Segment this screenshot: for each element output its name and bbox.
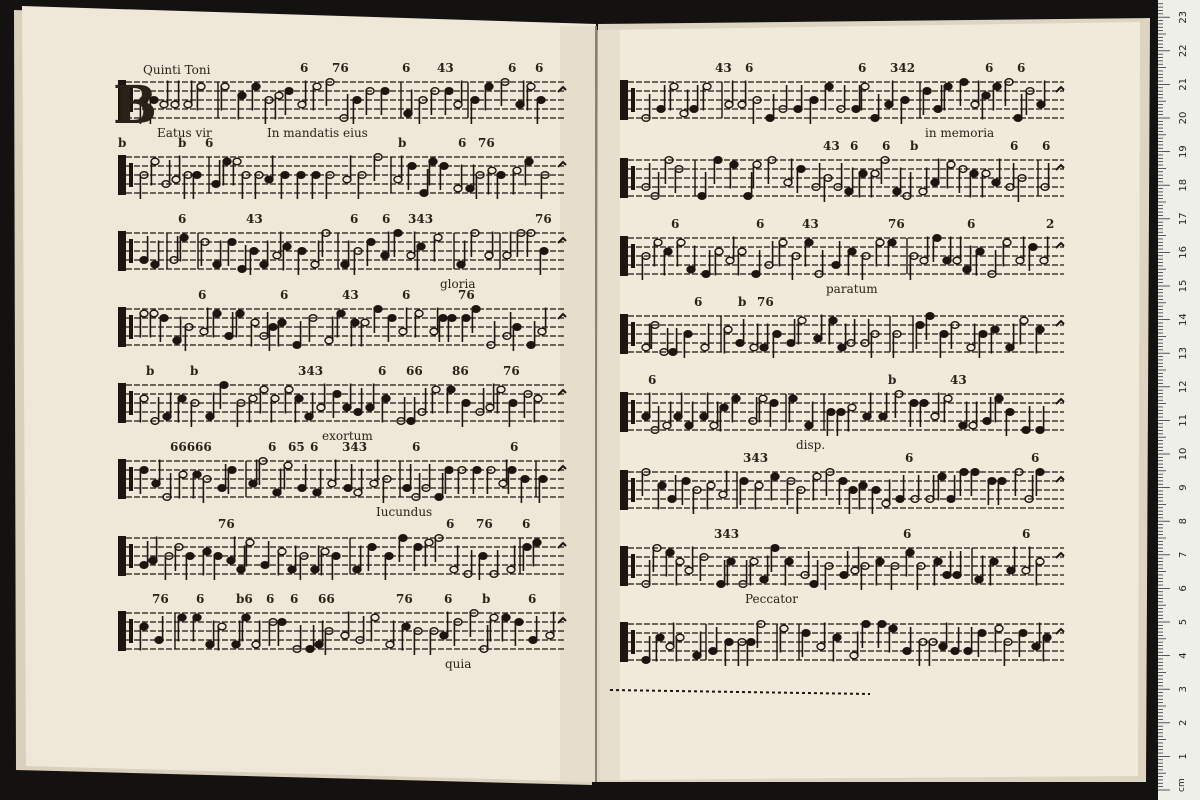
figure-number: 76 [476, 517, 493, 531]
note-head [353, 566, 361, 573]
ruler-mark-label: 15 [1178, 279, 1189, 293]
note-head [368, 544, 376, 551]
lyric-text: Peccator [745, 592, 799, 606]
note-head [283, 243, 291, 250]
lyric-text: in memoria [925, 126, 995, 140]
figure-number: 76 [757, 295, 774, 309]
figure-number: 6 [205, 136, 214, 150]
figure-number: 76 [888, 217, 905, 231]
ruler-mark-label: 17 [1178, 212, 1189, 226]
note-head [315, 641, 323, 648]
note-head [385, 553, 393, 560]
left-page [14, 6, 596, 785]
clef-glyph [631, 88, 635, 112]
note-head [354, 409, 362, 416]
note-head [407, 418, 415, 425]
note-head [462, 315, 470, 322]
ruler-mark-label: 21 [1178, 78, 1189, 91]
figure-number: 6 [310, 440, 319, 454]
note-head [381, 252, 389, 259]
ruler-mark-label: 2 [1178, 719, 1189, 726]
figure-number: 6 [694, 295, 703, 309]
figure-number: 343 [714, 527, 740, 541]
ruler-mark-label: 9 [1178, 484, 1189, 491]
figure-number: 6 [1010, 139, 1019, 153]
figure-number: 6 [850, 139, 859, 153]
note-head [344, 485, 352, 492]
note-head [388, 315, 396, 322]
lyric-text: In mandatis eius [267, 126, 368, 140]
note-head [367, 239, 375, 246]
figure-number: b6 [236, 592, 253, 606]
note-head [313, 489, 321, 496]
figure-number: 43 [342, 288, 359, 302]
note-head [394, 230, 402, 237]
figure-number: 6 [1017, 61, 1026, 75]
clef-glyph [620, 546, 628, 586]
note-head [374, 306, 382, 313]
ruler-mark-label: 20 [1178, 111, 1189, 125]
note-head [343, 404, 351, 411]
figure-number: b [190, 364, 199, 378]
clef-glyph [118, 307, 126, 347]
ruler-mark-label: 19 [1178, 145, 1189, 158]
clef-glyph [620, 158, 628, 198]
note-head [269, 324, 277, 331]
figure-number: b [118, 136, 127, 150]
lyric-text: gloria [440, 277, 476, 291]
figure-number: 6 [280, 288, 289, 302]
note-head [260, 261, 268, 268]
note-head [399, 535, 407, 542]
figure-number: 76 [478, 136, 495, 150]
figure-number: 6 [350, 212, 359, 226]
figure-number: 6 [444, 592, 453, 606]
note-head [295, 395, 303, 402]
figure-number: 76 [458, 288, 475, 302]
figure-number: 76 [332, 61, 349, 75]
right-page [596, 18, 1150, 782]
note-head [351, 319, 359, 326]
note-head [312, 172, 320, 179]
clef-glyph [620, 622, 628, 662]
note-head [429, 158, 437, 165]
ruler-mark-label: 3 [1178, 686, 1189, 693]
figure-number: 76 [503, 364, 520, 378]
figure-number: 76 [535, 212, 552, 226]
figure-number: 6 [458, 136, 467, 150]
note-head [408, 163, 416, 170]
figure-number: b [738, 295, 747, 309]
figure-number: 6 [903, 527, 912, 541]
note-head [466, 185, 474, 192]
note-head [435, 494, 443, 501]
note-head [288, 566, 296, 573]
figure-number: 43 [950, 373, 967, 387]
note-head [333, 391, 341, 398]
figure-number: 6 [1031, 451, 1040, 465]
note-head [278, 319, 286, 326]
figure-number: b [146, 364, 155, 378]
figure-number: 6 [402, 288, 411, 302]
clef-glyph [129, 619, 133, 643]
ruler-mark-label: 6 [1178, 585, 1189, 592]
figure-number: 342 [890, 61, 916, 75]
figure-number: 6 [522, 517, 531, 531]
clef-glyph [118, 536, 126, 576]
note-head [440, 632, 448, 639]
figure-number: b [888, 373, 897, 387]
figure-number: 43 [715, 61, 732, 75]
lyric-text: disp. [796, 438, 826, 452]
clef-glyph [631, 166, 635, 190]
figure-number: 6 [535, 61, 544, 75]
ruler-mark-label: 14 [1178, 313, 1189, 326]
figure-number: 6 [858, 61, 867, 75]
figure-number: 43 [437, 61, 454, 75]
lyric-text: quia [445, 657, 472, 671]
clef-glyph [631, 630, 635, 654]
clef-glyph [118, 383, 126, 423]
clef-glyph [631, 244, 635, 268]
figure-number: 6 [756, 217, 765, 231]
note-head [311, 566, 319, 573]
lyric-text: paratum [826, 282, 878, 296]
figure-number: 6 [382, 212, 391, 226]
note-head [382, 395, 390, 402]
ruler-unit: cm [1177, 778, 1187, 792]
note-head [502, 614, 510, 621]
figure-number: 66 [406, 364, 423, 378]
note-head [337, 310, 345, 317]
note-head [445, 88, 453, 95]
note-head [440, 163, 448, 170]
figure-number: 66666 [170, 440, 212, 454]
ruler-mark-label: 18 [1178, 178, 1189, 192]
clef-glyph [620, 314, 628, 354]
note-head [265, 176, 273, 183]
lyric-text: Iucundus [376, 505, 433, 519]
figure-number: 6 [882, 139, 891, 153]
figure-number: 343 [743, 451, 769, 465]
note-head [414, 544, 422, 551]
figure-number: 6 [648, 373, 657, 387]
note-head [417, 243, 425, 250]
clef-glyph [129, 544, 133, 568]
figure-number: 6 [268, 440, 277, 454]
note-head [402, 623, 410, 630]
figure-number: 86 [452, 364, 469, 378]
figure-number: 76 [218, 517, 235, 531]
clef-glyph [620, 236, 628, 276]
ruler-mark-label: 22 [1178, 44, 1189, 58]
note-head [445, 467, 453, 474]
note-head [447, 386, 455, 393]
note-head [462, 400, 470, 407]
figure-number: 43 [246, 212, 263, 226]
figure-number: 6 [967, 217, 976, 231]
note-head [353, 97, 361, 104]
note-head [366, 404, 374, 411]
clef-glyph [631, 322, 635, 346]
voice-header: Quinti Toni [143, 63, 211, 77]
figure-number: 6 [290, 592, 299, 606]
figure-number: b [178, 136, 187, 150]
note-head [332, 553, 340, 560]
figure-number: 343 [298, 364, 324, 378]
figure-number: 76 [396, 592, 413, 606]
note-head [293, 342, 301, 349]
note-head [285, 88, 293, 95]
ruler-mark-label: 16 [1178, 246, 1189, 259]
figure-number: 6 [508, 61, 517, 75]
figure-number: 6 [1042, 139, 1051, 153]
note-head [298, 485, 306, 492]
right-gutter-shade [596, 30, 620, 780]
note-head [305, 413, 313, 420]
note-head [473, 467, 481, 474]
figure-number: 6 [412, 440, 421, 454]
left-page-paper [22, 6, 596, 782]
ruler-mark-label: 13 [1178, 346, 1189, 360]
figure-number: 6 [528, 592, 537, 606]
note-head [278, 619, 286, 626]
clef-glyph [118, 155, 126, 195]
measuring-ruler [1158, 0, 1200, 800]
ruler-mark-label: 4 [1178, 652, 1189, 659]
note-head [471, 97, 479, 104]
note-head [403, 485, 411, 492]
figure-number: 6 [402, 61, 411, 75]
clef-glyph [129, 315, 133, 339]
note-head [509, 400, 517, 407]
figure-number: 6 [198, 288, 207, 302]
clef-glyph [129, 391, 133, 415]
ruler-mark-label: 10 [1178, 447, 1189, 461]
note-head [297, 172, 305, 179]
figure-number: 6 [178, 212, 187, 226]
initial-letter: B [113, 75, 157, 136]
note-head [479, 553, 487, 560]
ruler-mark-label: 23 [1178, 10, 1189, 24]
clef-glyph [129, 467, 133, 491]
clef-glyph [620, 392, 628, 432]
figure-number: 65 [288, 440, 305, 454]
clef-glyph [631, 478, 635, 502]
note-head [420, 190, 428, 197]
figure-number: 43 [802, 217, 819, 231]
figure-number: 343 [342, 440, 368, 454]
clef-glyph [620, 470, 628, 510]
note-head [298, 248, 306, 255]
figure-number: 6 [905, 451, 914, 465]
figure-number: 6 [446, 517, 455, 531]
figure-number: 6 [266, 592, 275, 606]
note-head [439, 315, 447, 322]
clef-glyph [129, 163, 133, 187]
ruler-mark-label: 7 [1178, 551, 1189, 558]
figure-number: b [910, 139, 919, 153]
ruler-mark-label: 8 [1178, 518, 1189, 525]
note-head [381, 88, 389, 95]
ruler-mark-label: 1 [1178, 753, 1189, 760]
left-gutter-shade [560, 26, 596, 782]
figure-number: 6 [510, 440, 519, 454]
figure-number: 6 [1022, 527, 1031, 541]
figure-number: 6 [196, 592, 205, 606]
note-head [341, 261, 349, 268]
figure-number: 2 [1046, 217, 1055, 231]
figure-number: 6 [671, 217, 680, 231]
figure-number: 76 [152, 592, 169, 606]
ruler-mark-label: 5 [1178, 618, 1189, 626]
clef-glyph [118, 611, 126, 651]
clef-glyph [620, 80, 628, 120]
figure-number: 6 [745, 61, 754, 75]
note-head [508, 467, 516, 474]
clef-glyph [129, 239, 133, 263]
figure-number: 43 [823, 139, 840, 153]
note-head [448, 315, 456, 322]
clef-glyph [118, 459, 126, 499]
figure-number: 66 [318, 592, 335, 606]
figure-number: b [398, 136, 407, 150]
lyric-text: Eatus vir [157, 126, 212, 140]
note-head [273, 489, 281, 496]
note-head [306, 646, 314, 653]
clef-glyph [118, 231, 126, 271]
figure-number: b [482, 592, 491, 606]
note-head [485, 83, 493, 90]
figure-number: 6 [985, 61, 994, 75]
note-head [457, 261, 465, 268]
note-head [261, 562, 269, 569]
clef-glyph [631, 554, 635, 578]
lyric-text: exortum [322, 429, 373, 443]
figure-number: 6 [378, 364, 387, 378]
note-head [497, 172, 505, 179]
figure-number: 343 [408, 212, 434, 226]
note-head [404, 110, 412, 117]
figure-number: 6 [300, 61, 309, 75]
note-head [281, 172, 289, 179]
note-head [472, 306, 480, 313]
ruler-mark-label: 12 [1178, 380, 1189, 394]
ruler-mark-label: 11 [1178, 414, 1189, 427]
clef-glyph [631, 400, 635, 424]
